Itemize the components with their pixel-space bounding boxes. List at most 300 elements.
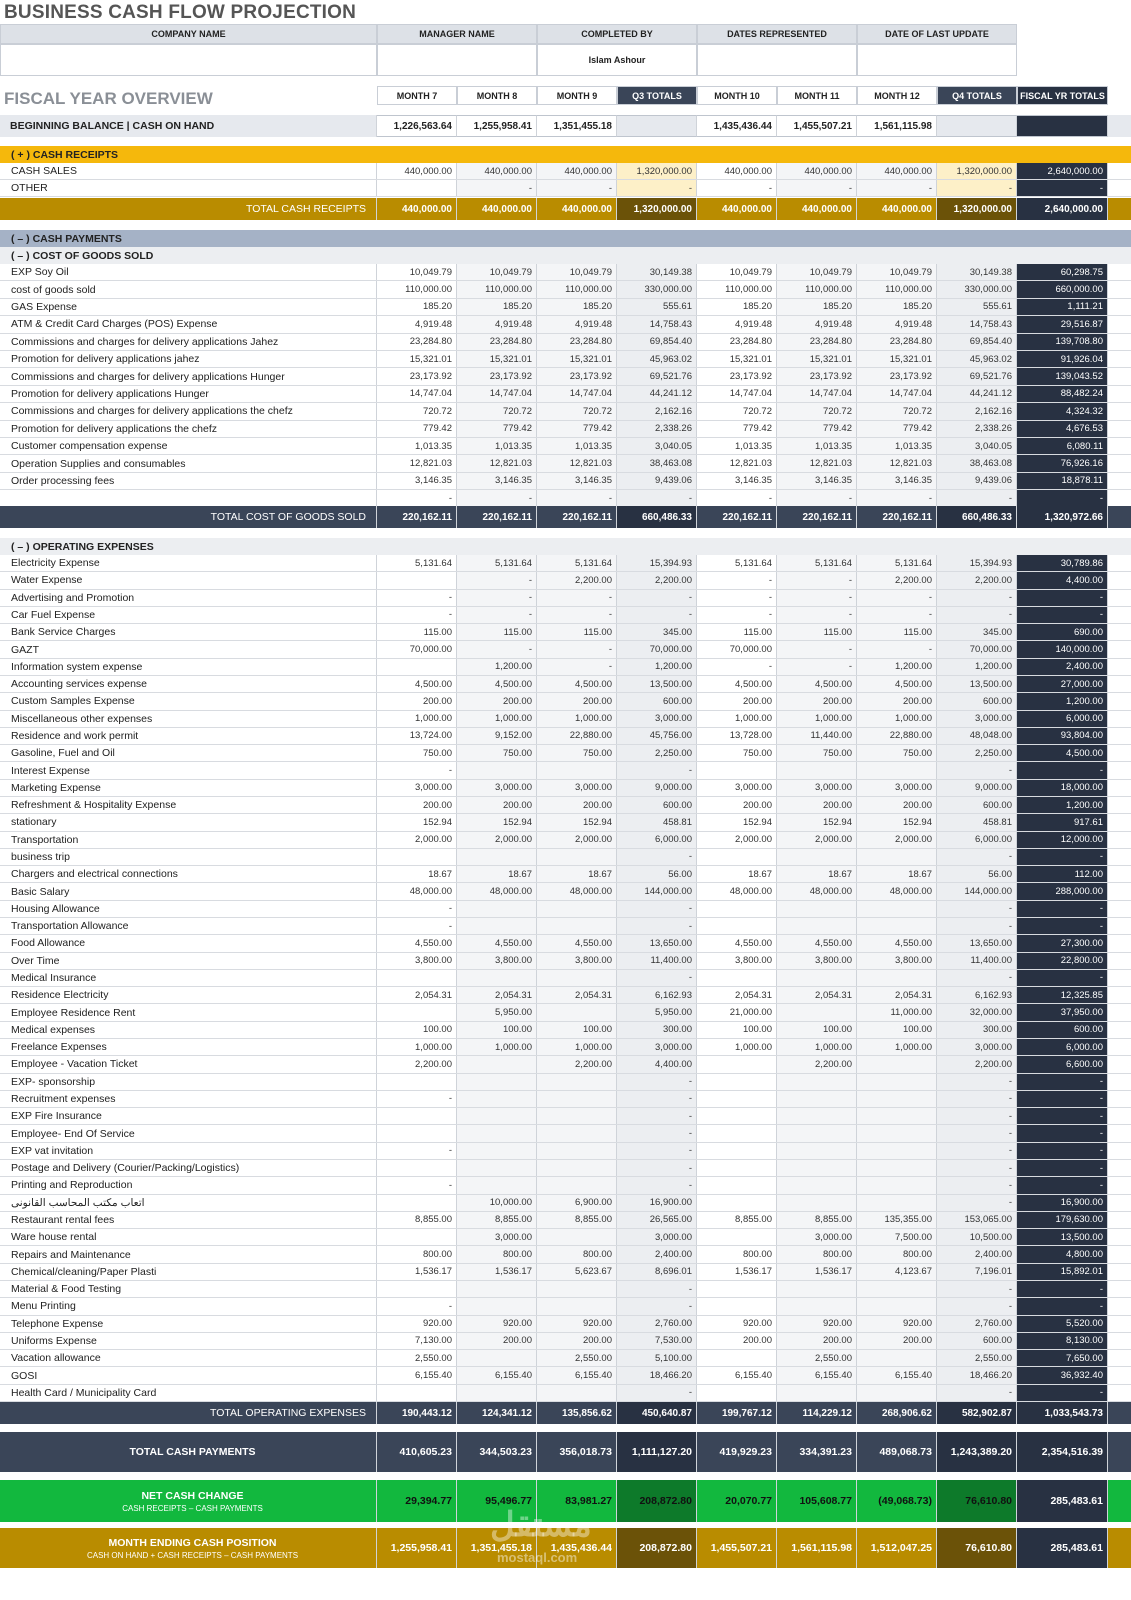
cell-month-7[interactable]: - — [377, 1177, 457, 1193]
cell-fiscal-yr-totals[interactable]: - — [1017, 1177, 1108, 1193]
cell-month-7[interactable]: 14,747.04 — [377, 386, 457, 402]
cell-month-9[interactable]: 750.00 — [537, 745, 617, 761]
cell-q3-totals[interactable]: 3,040.05 — [617, 438, 697, 454]
cell-q4-totals[interactable]: 6,000.00 — [937, 832, 1017, 848]
cell-q3-totals[interactable]: 14,758.43 — [617, 316, 697, 332]
cell-month-8[interactable]: 10,049.79 — [457, 264, 537, 280]
cell-month-7[interactable]: 7,130.00 — [377, 1333, 457, 1349]
cell-q3-totals[interactable]: 15,394.93 — [617, 555, 697, 571]
cell-month-12[interactable] — [857, 1160, 937, 1176]
cell-month-9[interactable] — [537, 1091, 617, 1107]
cell-month-12[interactable]: - — [857, 180, 937, 196]
cell-month-11[interactable]: 23,284.80 — [777, 334, 857, 350]
cell-month-8[interactable]: 200.00 — [457, 797, 537, 813]
cell-q3-totals[interactable]: 9,439.06 — [617, 473, 697, 489]
cell-q3-totals[interactable]: 2,338.26 — [617, 421, 697, 437]
cell-month-11[interactable]: - — [777, 590, 857, 606]
cell-q4-totals[interactable]: 144,000.00 — [937, 883, 1017, 899]
cell-month-10[interactable]: 2,000.00 — [697, 832, 777, 848]
cell-month-9[interactable]: 5,131.64 — [537, 555, 617, 571]
cell-q4-totals[interactable]: - — [937, 1177, 1017, 1193]
cell-month-10[interactable]: 8,855.00 — [697, 1212, 777, 1228]
cell-month-7[interactable]: 15,321.01 — [377, 351, 457, 367]
cell-month-9[interactable]: 3,800.00 — [537, 953, 617, 969]
cell-month-10[interactable] — [697, 1091, 777, 1107]
cell-month-12[interactable]: 23,284.80 — [857, 334, 937, 350]
cell-month-10[interactable] — [697, 1143, 777, 1159]
cell-fiscal-yr-totals[interactable]: 600.00 — [1017, 1022, 1108, 1038]
cell-month-11[interactable]: 1,536.17 — [777, 1264, 857, 1280]
cell-month-9[interactable]: 220,162.11 — [537, 506, 617, 528]
cell-month-8[interactable]: 3,146.35 — [457, 473, 537, 489]
cell-month-8[interactable]: 18.67 — [457, 866, 537, 882]
cell-month-9[interactable]: 1,435,436.44 — [537, 1528, 617, 1568]
cell-q4-totals[interactable]: - — [937, 1298, 1017, 1314]
cell-month-10[interactable]: 720.72 — [697, 403, 777, 419]
cell-month-7[interactable] — [377, 1074, 457, 1090]
cell-q4-totals[interactable]: 1,243,389.20 — [937, 1432, 1017, 1472]
cell-q4-totals[interactable]: 1,200.00 — [937, 659, 1017, 675]
cell-month-9[interactable]: 3,000.00 — [537, 780, 617, 796]
cell-q3-totals[interactable]: 3,000.00 — [617, 1039, 697, 1055]
cell-month-8[interactable]: 8,855.00 — [457, 1212, 537, 1228]
cell-month-11[interactable]: - — [777, 572, 857, 588]
cell-month-7[interactable]: 1,536.17 — [377, 1264, 457, 1280]
cell-month-10[interactable] — [697, 970, 777, 986]
cell-month-8[interactable]: - — [457, 490, 537, 506]
cell-q4-totals[interactable]: 13,500.00 — [937, 676, 1017, 692]
cell-month-8[interactable]: 10,000.00 — [457, 1195, 537, 1211]
cell-q4-totals[interactable]: 6,162.93 — [937, 987, 1017, 1003]
cell-month-10[interactable]: 419,929.23 — [697, 1432, 777, 1472]
cell-fiscal-yr-totals[interactable]: 288,000.00 — [1017, 883, 1108, 899]
cell-fiscal-yr-totals[interactable]: 112.00 — [1017, 866, 1108, 882]
cell-fiscal-yr-totals[interactable]: - — [1017, 180, 1108, 196]
cell-month-11[interactable]: - — [777, 180, 857, 196]
cell-month-8[interactable]: 2,000.00 — [457, 832, 537, 848]
cell-month-12[interactable]: 200.00 — [857, 797, 937, 813]
cell-month-11[interactable] — [777, 1074, 857, 1090]
cell-q4-totals[interactable]: - — [937, 1074, 1017, 1090]
cell-month-12[interactable]: - — [857, 590, 937, 606]
cell-month-12[interactable]: 7,500.00 — [857, 1229, 937, 1245]
cell-month-9[interactable]: 200.00 — [537, 693, 617, 709]
cell-month-12[interactable] — [857, 1195, 937, 1211]
cell-month-7[interactable]: - — [377, 918, 457, 934]
cell-q3-totals[interactable]: 144,000.00 — [617, 883, 697, 899]
cell-month-8[interactable]: 440,000.00 — [457, 198, 537, 220]
cell-fiscal-yr-totals[interactable]: 4,800.00 — [1017, 1246, 1108, 1262]
cell-fiscal-yr-totals[interactable]: - — [1017, 1108, 1108, 1124]
cell-fiscal-yr-totals[interactable]: 2,354,516.39 — [1017, 1432, 1108, 1472]
cell-month-7[interactable]: 220,162.11 — [377, 506, 457, 528]
cell-fiscal-yr-totals[interactable]: - — [1017, 1281, 1108, 1297]
cell-month-11[interactable]: 800.00 — [777, 1246, 857, 1262]
cell-month-11[interactable]: 3,000.00 — [777, 780, 857, 796]
cell-month-11[interactable]: 152.94 — [777, 814, 857, 830]
cell-month-12[interactable]: 10,049.79 — [857, 264, 937, 280]
cell-fiscal-yr-totals[interactable]: 60,298.75 — [1017, 264, 1108, 280]
cell-q3-totals[interactable]: 45,963.02 — [617, 351, 697, 367]
cell-q3-totals[interactable]: 1,200.00 — [617, 659, 697, 675]
cell-month-12[interactable]: 6,155.40 — [857, 1367, 937, 1383]
cell-month-12[interactable] — [857, 1074, 937, 1090]
cell-month-8[interactable] — [457, 1074, 537, 1090]
cell-month-8[interactable]: 1,255,958.41 — [457, 115, 537, 137]
cell-month-11[interactable]: 440,000.00 — [777, 198, 857, 220]
cell-month-12[interactable]: 920.00 — [857, 1316, 937, 1332]
cell-month-11[interactable] — [777, 1298, 857, 1314]
cell-month-12[interactable] — [857, 1091, 937, 1107]
cell-month-12[interactable]: 4,919.48 — [857, 316, 937, 332]
cell-fiscal-yr-totals[interactable]: 6,000.00 — [1017, 711, 1108, 727]
cell-month-11[interactable]: 750.00 — [777, 745, 857, 761]
cell-month-8[interactable] — [457, 762, 537, 778]
cell-month-7[interactable]: 4,500.00 — [377, 676, 457, 692]
cell-month-9[interactable] — [537, 970, 617, 986]
cell-q3-totals[interactable]: 4,400.00 — [617, 1056, 697, 1072]
cell-month-11[interactable]: 23,173.92 — [777, 368, 857, 384]
cell-month-12[interactable]: 18.67 — [857, 866, 937, 882]
cell-month-8[interactable]: 720.72 — [457, 403, 537, 419]
cell-month-12[interactable]: 4,550.00 — [857, 935, 937, 951]
cell-month-10[interactable]: 1,013.35 — [697, 438, 777, 454]
cell-month-12[interactable]: 268,906.62 — [857, 1402, 937, 1424]
cell-month-11[interactable]: 2,550.00 — [777, 1350, 857, 1366]
cell-month-9[interactable]: 4,550.00 — [537, 935, 617, 951]
cell-fiscal-yr-totals[interactable]: 285,483.61 — [1017, 1480, 1108, 1522]
cell-month-7[interactable]: 8,855.00 — [377, 1212, 457, 1228]
cell-month-8[interactable]: 5,131.64 — [457, 555, 537, 571]
cell-q4-totals[interactable]: - — [937, 918, 1017, 934]
cell-month-7[interactable]: - — [377, 762, 457, 778]
cell-month-11[interactable]: 200.00 — [777, 1333, 857, 1349]
cell-month-9[interactable]: 18.67 — [537, 866, 617, 882]
cell-q4-totals[interactable]: 3,040.05 — [937, 438, 1017, 454]
cell-month-9[interactable]: - — [537, 641, 617, 657]
cell-month-7[interactable]: 3,146.35 — [377, 473, 457, 489]
cell-month-8[interactable] — [457, 1385, 537, 1401]
cell-q4-totals[interactable]: 2,338.26 — [937, 421, 1017, 437]
cell-month-9[interactable]: 356,018.73 — [537, 1432, 617, 1472]
cell-month-12[interactable] — [857, 1281, 937, 1297]
cell-month-7[interactable]: 185.20 — [377, 299, 457, 315]
cell-q4-totals[interactable]: - — [937, 490, 1017, 506]
cell-month-8[interactable]: 800.00 — [457, 1246, 537, 1262]
cell-month-8[interactable]: 344,503.23 — [457, 1432, 537, 1472]
cell-month-12[interactable]: 220,162.11 — [857, 506, 937, 528]
cell-q4-totals[interactable]: 153,065.00 — [937, 1212, 1017, 1228]
cell-q3-totals[interactable]: 660,486.33 — [617, 506, 697, 528]
cell-month-12[interactable]: 720.72 — [857, 403, 937, 419]
cell-month-9[interactable] — [537, 849, 617, 865]
cell-month-7[interactable]: 29,394.77 — [377, 1480, 457, 1522]
cell-month-8[interactable] — [457, 901, 537, 917]
cell-month-12[interactable]: 489,068.73 — [857, 1432, 937, 1472]
cell-fiscal-yr-totals[interactable]: - — [1017, 1160, 1108, 1176]
cell-fiscal-yr-totals[interactable]: - — [1017, 1091, 1108, 1107]
cell-month-10[interactable] — [697, 1125, 777, 1141]
cell-month-11[interactable]: 2,000.00 — [777, 832, 857, 848]
cell-month-10[interactable] — [697, 1298, 777, 1314]
cell-month-11[interactable] — [777, 1160, 857, 1176]
cell-q3-totals[interactable]: 1,320,000.00 — [617, 198, 697, 220]
cell-month-7[interactable]: 4,550.00 — [377, 935, 457, 951]
cell-month-7[interactable]: 1,226,563.64 — [377, 115, 457, 137]
cell-fiscal-yr-totals[interactable]: 27,000.00 — [1017, 676, 1108, 692]
cell-month-10[interactable]: 1,000.00 — [697, 711, 777, 727]
cell-q4-totals[interactable]: - — [937, 180, 1017, 196]
cell-q4-totals[interactable]: 300.00 — [937, 1022, 1017, 1038]
cell-month-9[interactable]: 920.00 — [537, 1316, 617, 1332]
cell-month-8[interactable] — [457, 1281, 537, 1297]
cell-q4-totals[interactable]: 1,320,000.00 — [937, 198, 1017, 220]
cell-month-7[interactable]: 10,049.79 — [377, 264, 457, 280]
cell-month-11[interactable] — [777, 849, 857, 865]
cell-month-7[interactable]: 1,000.00 — [377, 711, 457, 727]
cell-month-9[interactable] — [537, 762, 617, 778]
cell-fiscal-yr-totals[interactable]: 4,676.53 — [1017, 421, 1108, 437]
cell-month-7[interactable]: 779.42 — [377, 421, 457, 437]
cell-month-7[interactable]: 13,724.00 — [377, 728, 457, 744]
cell-month-10[interactable] — [697, 1281, 777, 1297]
cell-q3-totals[interactable]: 6,162.93 — [617, 987, 697, 1003]
cell-q3-totals[interactable]: 7,530.00 — [617, 1333, 697, 1349]
cell-month-10[interactable]: 18.67 — [697, 866, 777, 882]
cell-month-8[interactable]: 3,000.00 — [457, 780, 537, 796]
cell-month-8[interactable]: 5,950.00 — [457, 1004, 537, 1020]
cell-fiscal-yr-totals[interactable] — [1017, 115, 1108, 137]
cell-month-10[interactable] — [697, 1229, 777, 1245]
cell-q3-totals[interactable]: 18,466.20 — [617, 1367, 697, 1383]
cell-month-12[interactable]: (49,068.73) — [857, 1480, 937, 1522]
cell-q4-totals[interactable]: 10,500.00 — [937, 1229, 1017, 1245]
cell-q3-totals[interactable]: - — [617, 1281, 697, 1297]
cell-month-11[interactable]: - — [777, 659, 857, 675]
cell-month-7[interactable] — [377, 1108, 457, 1124]
cell-fiscal-yr-totals[interactable]: 1,200.00 — [1017, 693, 1108, 709]
cell-month-7[interactable]: 800.00 — [377, 1246, 457, 1262]
cell-month-12[interactable]: - — [857, 641, 937, 657]
cell-q3-totals[interactable] — [617, 115, 697, 137]
cell-month-8[interactable]: 1,200.00 — [457, 659, 537, 675]
cell-month-7[interactable] — [377, 1160, 457, 1176]
header-value[interactable] — [857, 44, 1017, 76]
cell-q3-totals[interactable]: 70,000.00 — [617, 641, 697, 657]
cell-month-10[interactable] — [697, 1108, 777, 1124]
cell-month-9[interactable]: 115.00 — [537, 624, 617, 640]
cell-month-8[interactable]: 23,284.80 — [457, 334, 537, 350]
cell-fiscal-yr-totals[interactable]: 179,630.00 — [1017, 1212, 1108, 1228]
cell-month-7[interactable]: 70,000.00 — [377, 641, 457, 657]
cell-fiscal-yr-totals[interactable]: 139,043.52 — [1017, 368, 1108, 384]
cell-month-7[interactable] — [377, 1004, 457, 1020]
cell-month-7[interactable]: - — [377, 607, 457, 623]
cell-month-10[interactable]: 152.94 — [697, 814, 777, 830]
cell-q4-totals[interactable] — [937, 115, 1017, 137]
cell-month-11[interactable]: 1,000.00 — [777, 711, 857, 727]
cell-q3-totals[interactable]: - — [617, 1385, 697, 1401]
cell-month-11[interactable]: 440,000.00 — [777, 163, 857, 179]
cell-month-10[interactable]: 4,550.00 — [697, 935, 777, 951]
cell-fiscal-yr-totals[interactable]: - — [1017, 918, 1108, 934]
cell-q4-totals[interactable]: 582,902.87 — [937, 1402, 1017, 1424]
cell-q3-totals[interactable]: 16,900.00 — [617, 1195, 697, 1211]
cell-month-12[interactable] — [857, 970, 937, 986]
cell-month-8[interactable] — [457, 1125, 537, 1141]
cell-month-11[interactable]: 2,200.00 — [777, 1056, 857, 1072]
header-value[interactable] — [697, 44, 857, 76]
cell-month-10[interactable]: 115.00 — [697, 624, 777, 640]
cell-q3-totals[interactable]: 5,950.00 — [617, 1004, 697, 1020]
cell-q4-totals[interactable]: 9,000.00 — [937, 780, 1017, 796]
cell-month-7[interactable]: - — [377, 1091, 457, 1107]
cell-month-7[interactable]: 200.00 — [377, 797, 457, 813]
cell-month-8[interactable] — [457, 1350, 537, 1366]
cell-q3-totals[interactable]: 3,000.00 — [617, 711, 697, 727]
cell-fiscal-yr-totals[interactable]: - — [1017, 490, 1108, 506]
cell-q4-totals[interactable]: 2,162.16 — [937, 403, 1017, 419]
cell-month-9[interactable] — [537, 1160, 617, 1176]
cell-month-11[interactable] — [777, 1281, 857, 1297]
cell-month-9[interactable]: 4,500.00 — [537, 676, 617, 692]
cell-q4-totals[interactable]: 555.61 — [937, 299, 1017, 315]
cell-month-8[interactable]: 200.00 — [457, 693, 537, 709]
cell-month-8[interactable]: 48,000.00 — [457, 883, 537, 899]
cell-q3-totals[interactable]: 3,000.00 — [617, 1229, 697, 1245]
cell-fiscal-yr-totals[interactable]: 88,482.24 — [1017, 386, 1108, 402]
cell-q3-totals[interactable]: - — [617, 1143, 697, 1159]
cell-q3-totals[interactable]: 11,400.00 — [617, 953, 697, 969]
cell-q4-totals[interactable]: - — [937, 970, 1017, 986]
cell-month-11[interactable] — [777, 901, 857, 917]
cell-month-12[interactable] — [857, 762, 937, 778]
cell-q3-totals[interactable]: 8,696.01 — [617, 1264, 697, 1280]
cell-month-9[interactable]: 3,146.35 — [537, 473, 617, 489]
cell-fiscal-yr-totals[interactable]: 690.00 — [1017, 624, 1108, 640]
cell-month-10[interactable]: 100.00 — [697, 1022, 777, 1038]
cell-month-9[interactable]: 2,200.00 — [537, 1056, 617, 1072]
cell-month-11[interactable]: 15,321.01 — [777, 351, 857, 367]
cell-fiscal-yr-totals[interactable]: 4,324.32 — [1017, 403, 1108, 419]
cell-q3-totals[interactable]: 1,320,000.00 — [617, 163, 697, 179]
cell-fiscal-yr-totals[interactable]: 2,640,000.00 — [1017, 163, 1108, 179]
cell-month-7[interactable]: 3,000.00 — [377, 780, 457, 796]
cell-month-10[interactable]: 1,435,436.44 — [697, 115, 777, 137]
cell-month-9[interactable]: 200.00 — [537, 1333, 617, 1349]
cell-q3-totals[interactable]: - — [617, 1125, 697, 1141]
cell-fiscal-yr-totals[interactable]: 8,130.00 — [1017, 1333, 1108, 1349]
cell-fiscal-yr-totals[interactable]: 13,500.00 — [1017, 1229, 1108, 1245]
cell-month-11[interactable]: 720.72 — [777, 403, 857, 419]
cell-month-10[interactable]: 5,131.64 — [697, 555, 777, 571]
cell-month-12[interactable]: 1,013.35 — [857, 438, 937, 454]
cell-month-11[interactable]: 12,821.03 — [777, 455, 857, 471]
cell-month-7[interactable]: - — [377, 901, 457, 917]
cell-month-10[interactable]: 440,000.00 — [697, 198, 777, 220]
cell-q3-totals[interactable]: 5,100.00 — [617, 1350, 697, 1366]
cell-month-11[interactable] — [777, 918, 857, 934]
cell-fiscal-yr-totals[interactable]: 15,892.01 — [1017, 1264, 1108, 1280]
cell-fiscal-yr-totals[interactable]: 1,320,972.66 — [1017, 506, 1108, 528]
cell-q3-totals[interactable]: - — [617, 1108, 697, 1124]
cell-month-9[interactable]: - — [537, 180, 617, 196]
cell-fiscal-yr-totals[interactable]: 12,000.00 — [1017, 832, 1108, 848]
cell-month-12[interactable] — [857, 918, 937, 934]
cell-month-8[interactable]: 100.00 — [457, 1022, 537, 1038]
cell-fiscal-yr-totals[interactable]: 6,000.00 — [1017, 1039, 1108, 1055]
cell-month-7[interactable]: 1,255,958.41 — [377, 1528, 457, 1568]
cell-month-9[interactable]: 12,821.03 — [537, 455, 617, 471]
cell-q3-totals[interactable]: - — [617, 490, 697, 506]
cell-fiscal-yr-totals[interactable]: 93,804.00 — [1017, 728, 1108, 744]
cell-month-12[interactable]: 1,561,115.98 — [857, 115, 937, 137]
cell-month-10[interactable] — [697, 901, 777, 917]
cell-q4-totals[interactable]: 48,048.00 — [937, 728, 1017, 744]
cell-month-10[interactable]: 1,536.17 — [697, 1264, 777, 1280]
cell-month-7[interactable]: 920.00 — [377, 1316, 457, 1332]
cell-q3-totals[interactable]: 69,854.40 — [617, 334, 697, 350]
cell-month-8[interactable] — [457, 1091, 537, 1107]
cell-month-8[interactable]: 1,000.00 — [457, 711, 537, 727]
cell-month-8[interactable]: 779.42 — [457, 421, 537, 437]
cell-q3-totals[interactable]: - — [617, 918, 697, 934]
cell-month-10[interactable] — [697, 1160, 777, 1176]
cell-month-9[interactable]: 200.00 — [537, 797, 617, 813]
cell-month-11[interactable]: 334,391.23 — [777, 1432, 857, 1472]
cell-month-9[interactable]: 2,200.00 — [537, 572, 617, 588]
cell-month-9[interactable] — [537, 1229, 617, 1245]
cell-fiscal-yr-totals[interactable]: 1,200.00 — [1017, 797, 1108, 813]
cell-month-10[interactable]: 14,747.04 — [697, 386, 777, 402]
cell-q4-totals[interactable]: - — [937, 590, 1017, 606]
cell-month-10[interactable]: - — [697, 572, 777, 588]
cell-month-12[interactable]: 1,000.00 — [857, 711, 937, 727]
cell-fiscal-yr-totals[interactable]: 7,650.00 — [1017, 1350, 1108, 1366]
cell-month-8[interactable]: 9,152.00 — [457, 728, 537, 744]
cell-fiscal-yr-totals[interactable]: 4,400.00 — [1017, 572, 1108, 588]
cell-fiscal-yr-totals[interactable]: 16,900.00 — [1017, 1195, 1108, 1211]
cell-q3-totals[interactable]: 300.00 — [617, 1022, 697, 1038]
cell-month-12[interactable]: 2,000.00 — [857, 832, 937, 848]
cell-month-9[interactable]: 779.42 — [537, 421, 617, 437]
cell-q3-totals[interactable]: 2,200.00 — [617, 572, 697, 588]
cell-month-11[interactable]: 6,155.40 — [777, 1367, 857, 1383]
cell-month-10[interactable]: 20,070.77 — [697, 1480, 777, 1522]
cell-q4-totals[interactable]: - — [937, 762, 1017, 778]
cell-month-8[interactable]: - — [457, 641, 537, 657]
cell-q3-totals[interactable]: - — [617, 1177, 697, 1193]
cell-month-7[interactable] — [377, 572, 457, 588]
cell-month-8[interactable]: 23,173.92 — [457, 368, 537, 384]
cell-q3-totals[interactable]: 555.61 — [617, 299, 697, 315]
cell-month-11[interactable]: 10,049.79 — [777, 264, 857, 280]
cell-q4-totals[interactable]: 76,610.80 — [937, 1528, 1017, 1568]
cell-q3-totals[interactable]: 458.81 — [617, 814, 697, 830]
cell-month-8[interactable]: 1,000.00 — [457, 1039, 537, 1055]
cell-month-9[interactable] — [537, 1004, 617, 1020]
cell-month-11[interactable]: 5,131.64 — [777, 555, 857, 571]
cell-month-9[interactable]: 152.94 — [537, 814, 617, 830]
cell-month-10[interactable]: - — [697, 659, 777, 675]
cell-month-11[interactable]: 11,440.00 — [777, 728, 857, 744]
cell-month-10[interactable]: 3,800.00 — [697, 953, 777, 969]
cell-q4-totals[interactable]: 18,466.20 — [937, 1367, 1017, 1383]
cell-month-10[interactable]: - — [697, 607, 777, 623]
cell-month-9[interactable]: 6,155.40 — [537, 1367, 617, 1383]
cell-month-7[interactable]: 410,605.23 — [377, 1432, 457, 1472]
header-value[interactable] — [0, 44, 377, 76]
